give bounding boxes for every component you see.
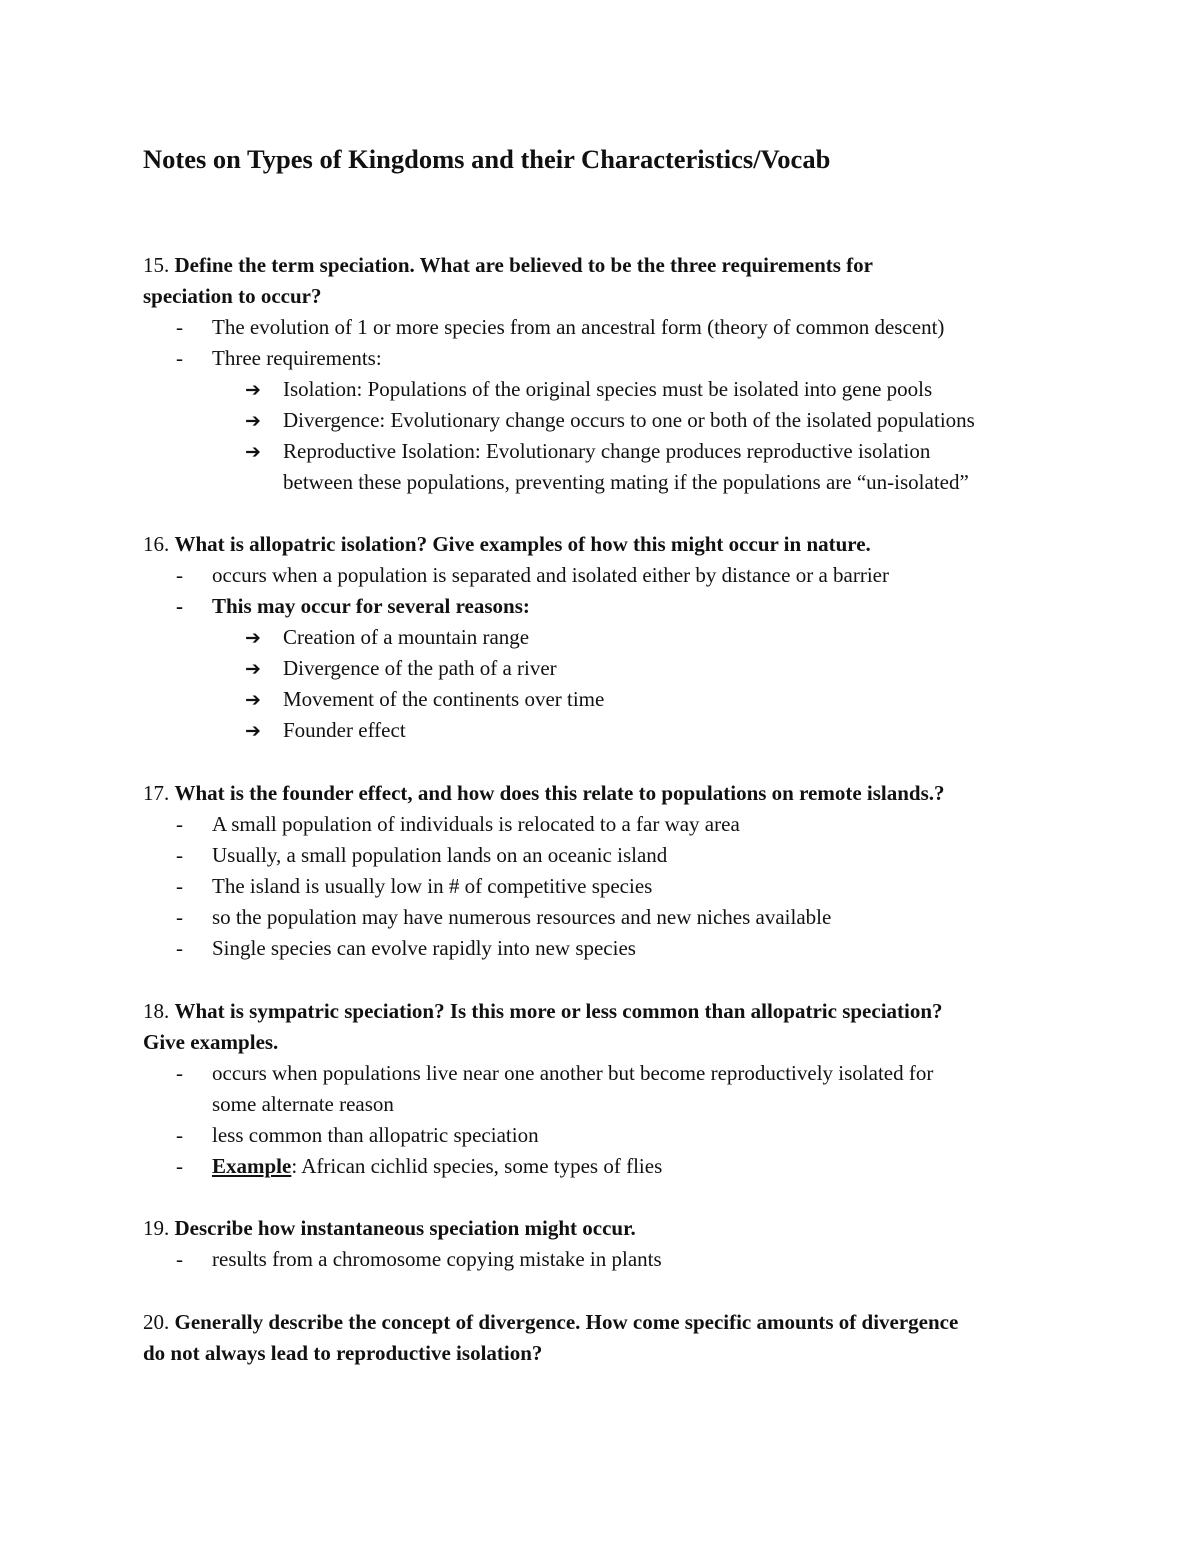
bullet-dash: - bbox=[176, 843, 183, 867]
bullet-dash: - bbox=[176, 1061, 183, 1085]
question-17 bbox=[143, 778, 945, 808]
q17-bullet-3: The island is usually low in # of competitive species bbox=[212, 874, 653, 898]
arrow-icon: ➔ bbox=[245, 379, 261, 401]
question-15-text-cont: speciation to occur? bbox=[143, 284, 322, 308]
q18-bullet-3 bbox=[212, 1151, 662, 1181]
q18-bullet-2: less common than allopatric speciation bbox=[212, 1123, 539, 1147]
bullet-dash: - bbox=[176, 874, 183, 898]
q16-sub-3: Movement of the continents over time bbox=[283, 687, 605, 711]
page-title: Notes on Types of Kingdoms and their Characteristics/Vocab bbox=[143, 144, 831, 174]
question-15-number: 15. bbox=[143, 253, 170, 277]
question-19 bbox=[143, 1213, 636, 1243]
q15-bullet-2: Three requirements: bbox=[212, 346, 382, 370]
arrow-icon: ➔ bbox=[245, 627, 261, 649]
arrow-icon: ➔ bbox=[245, 658, 261, 680]
question-20-text: Generally describe the concept of divergence. How come specific amounts of divergence bbox=[174, 1310, 959, 1334]
question-16 bbox=[143, 529, 871, 559]
arrow-icon: ➔ bbox=[245, 689, 261, 711]
q15-sub-2: Divergence: Evolutionary change occurs to one or both of the isolated populations bbox=[283, 408, 975, 432]
q15-bullet-1: The evolution of 1 or more species from an ancestral form (theory of common descent) bbox=[212, 315, 945, 339]
arrow-icon: ➔ bbox=[245, 410, 261, 432]
q16-sub-4: Founder effect bbox=[283, 718, 406, 742]
question-15-text: Define the term speciation. What are believed to be the three requirements for bbox=[174, 253, 873, 277]
question-18-text: What is sympatric speciation? Is this more or less common than allopatric speciation? bbox=[174, 999, 943, 1023]
bullet-dash: - bbox=[176, 1123, 183, 1147]
q17-bullet-2: Usually, a small population lands on an oceanic island bbox=[212, 843, 668, 867]
question-19-number: 19. bbox=[143, 1216, 170, 1240]
arrow-icon: ➔ bbox=[245, 720, 261, 742]
question-15 bbox=[143, 250, 873, 280]
q16-bullet-1: occurs when a population is separated and isolated either by distance or a barrier bbox=[212, 563, 889, 587]
q16-sub-2: Divergence of the path of a river bbox=[283, 656, 557, 680]
question-17-number: 17. bbox=[143, 781, 170, 805]
bullet-dash: - bbox=[176, 936, 183, 960]
question-18-number: 18. bbox=[143, 999, 170, 1023]
q15-sub-3: Reproductive Isolation: Evolutionary change produces reproductive isolation bbox=[283, 439, 931, 463]
question-16-number: 16. bbox=[143, 532, 170, 556]
q15-sub-3-cont: between these populations, preventing mating if the populations are “un-isolated” bbox=[283, 470, 969, 494]
q19-bullet-1: results from a chromosome copying mistake in plants bbox=[212, 1247, 662, 1271]
bullet-dash: - bbox=[176, 594, 183, 618]
question-20-number: 20. bbox=[143, 1310, 170, 1334]
question-20-text-cont: do not always lead to reproductive isolation? bbox=[143, 1341, 543, 1365]
example-label: Example bbox=[212, 1154, 292, 1178]
bullet-dash: - bbox=[176, 315, 183, 339]
q17-bullet-4: so the population may have numerous resources and new niches available bbox=[212, 905, 832, 929]
question-16-text: What is allopatric isolation? Give examples of how this might occur in nature. bbox=[174, 532, 871, 556]
q17-bullet-1: A small population of individuals is relocated to a far way area bbox=[212, 812, 740, 836]
example-text: : African cichlid species, some types of flies bbox=[291, 1154, 663, 1178]
bullet-dash: - bbox=[176, 563, 183, 587]
question-19-text: Describe how instantaneous speciation might occur. bbox=[174, 1216, 636, 1240]
q18-bullet-1-cont: some alternate reason bbox=[212, 1092, 394, 1116]
question-20 bbox=[143, 1307, 958, 1337]
q17-bullet-5: Single species can evolve rapidly into new species bbox=[212, 936, 636, 960]
bullet-dash: - bbox=[176, 346, 183, 370]
bullet-dash: - bbox=[176, 905, 183, 929]
q16-sub-1: Creation of a mountain range bbox=[283, 625, 530, 649]
bullet-dash: - bbox=[176, 1154, 183, 1178]
q15-sub-1: Isolation: Populations of the original species must be isolated into gene pools bbox=[283, 377, 933, 401]
question-18-text-cont: Give examples. bbox=[143, 1030, 279, 1054]
question-17-text: What is the founder effect, and how does this relate to populations on remote islands.? bbox=[174, 781, 945, 805]
question-18 bbox=[143, 996, 943, 1026]
q18-bullet-1: occurs when populations live near one another but become reproductively isolated for bbox=[212, 1061, 934, 1085]
bullet-dash: - bbox=[176, 812, 183, 836]
bullet-dash: - bbox=[176, 1247, 183, 1271]
q16-bullet-2: This may occur for several reasons: bbox=[212, 594, 530, 618]
arrow-icon: ➔ bbox=[245, 441, 261, 463]
